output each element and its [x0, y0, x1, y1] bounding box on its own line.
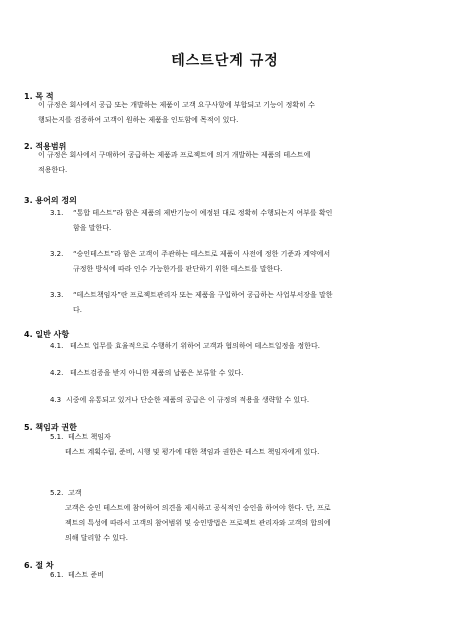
- item-line: 시중에 유통되고 있거나 단순한 제품의 공급은 이 규정의 적용을 생략할 수 있다.: [66, 396, 310, 404]
- item-title: 테스트 준비: [68, 571, 105, 579]
- item-line: 함을 말한다.: [73, 224, 112, 232]
- item-number: 3.1.: [50, 209, 64, 217]
- section-heading-scope: 2. 적용범위: [24, 142, 67, 151]
- item-number: 3.2.: [50, 250, 64, 258]
- section-heading-responsibility: 5. 책임과 권한: [24, 423, 77, 432]
- item-title: 테스트 책임자: [68, 433, 111, 441]
- section-body-line: 이 규정은 회사에서 구매하여 공급하는 제품과 프로젝트에 의거 개발하는 제품의 테스트에: [38, 151, 311, 159]
- item-line: 규정한 방식에 따라 인수 가능한가를 판단하기 위한 테스트를 말한다.: [73, 265, 283, 273]
- item-number: 4.1.: [50, 342, 64, 350]
- item-title: 고객: [68, 489, 82, 497]
- item-line: 다.: [73, 306, 82, 314]
- item-line: 테스트 업무를 효율적으로 수행하기 위하여 고객과 협의하여 테스트일정을 정한다.: [70, 342, 320, 350]
- item-number: 3.3.: [50, 291, 64, 299]
- document-title: 테스트단계 규정: [171, 53, 279, 69]
- item-number: 6.1.: [50, 571, 64, 579]
- item-number: 4.2.: [50, 369, 64, 377]
- item-line: 의해 달리할 수 있다.: [65, 534, 128, 542]
- item-line: 테스트검증을 받지 아니한 제품의 납품은 보류할 수 있다.: [70, 369, 244, 377]
- section-heading-purpose: 1. 목 적: [24, 92, 54, 101]
- section-heading-general: 4. 일반 사항: [24, 330, 70, 339]
- item-line: 고객은 승인 테스트에 참여하여 의견을 제시하고 공식적인 승인을 하여야 한다. 단, 프로: [65, 504, 331, 512]
- section-body-line: 이 규정은 회사에서 공급 또는 개발하는 제품이 고객 요구사항에 부합되고 기능이 정확히 수: [38, 101, 315, 109]
- section-body-line: 행되는지를 검증하여 고객이 원하는 제품을 인도함에 목적이 있다.: [38, 116, 239, 124]
- item-line: “통합 테스트”라 함은 제품의 제반기능이 예정된 대로 정확히 수행되는지 여부를 확인: [73, 209, 333, 217]
- section-body-line: 적용한다.: [38, 166, 68, 174]
- section-heading-procedure: 6. 절 차: [24, 561, 54, 570]
- item-line: “테스트책임자”란 프로젝트관리자 또는 제품을 구입하여 공급하는 사업부서장을 말한: [73, 291, 333, 299]
- item-number: 5.1.: [50, 433, 64, 441]
- item-line: 테스트 계획수립, 준비, 시행 및 평가에 대한 책임과 권한은 테스트 책임자에게 있다.: [65, 448, 320, 456]
- item-line: 젝트의 특성에 따라서 고객의 참여범위 및 승인방법은 프로젝트 관리자와 고객의 합의에: [65, 519, 331, 527]
- section-heading-definitions: 3. 용어의 정의: [24, 196, 77, 205]
- item-number: 5.2.: [50, 489, 64, 497]
- item-number: 4.3: [50, 396, 62, 404]
- item-line: “승인테스트”라 함은 고객이 주관하는 테스트로 제품이 사전에 정한 기준과 계약에서: [73, 250, 331, 258]
